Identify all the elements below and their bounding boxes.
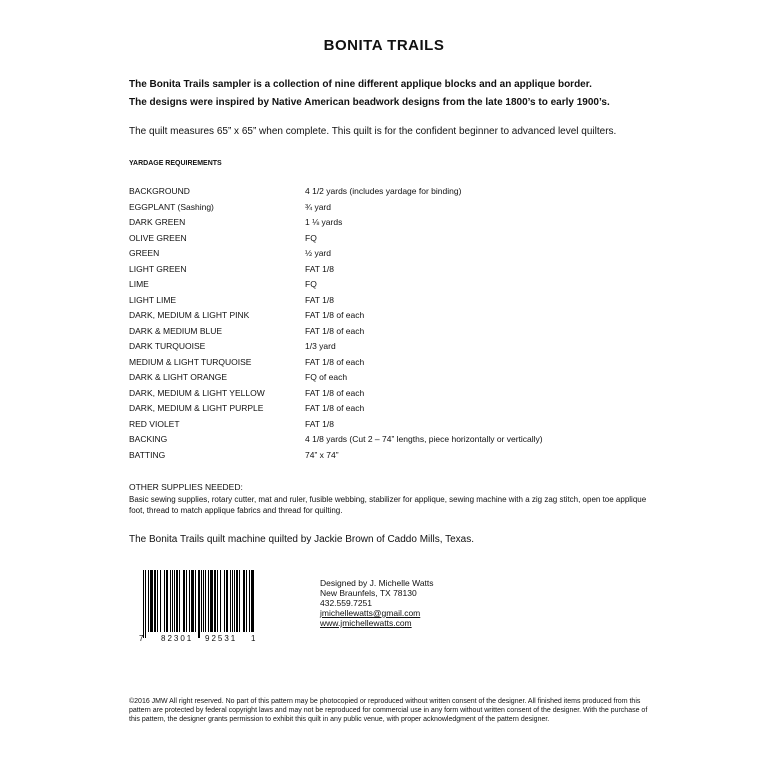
yardage-amount: FAT 1/8 of each [305, 387, 365, 398]
barcode-bar [157, 570, 158, 632]
yardage-fabric: DARK GREEN [129, 217, 186, 227]
barcode-bar [249, 570, 250, 632]
barcode-bar [251, 570, 254, 632]
yardage-fabric: DARK, MEDIUM & LIGHT PINK [129, 310, 250, 320]
yardage-amount: FQ [305, 232, 317, 243]
barcode-bar [174, 570, 175, 632]
yardage-fabric: LIGHT GREEN [129, 263, 187, 274]
yardage-fabric: EGGPLANT (Sashing) [129, 201, 214, 212]
supplies-text: Basic sewing supplies, rotary cutter, mat and ruler, fusible webbing, stabilizer for applique, sewing machine with a zig zag stitch, open toe applique foot, thread to match applique fabrics and thread for quilting. [129, 495, 647, 515]
yardage-amount: ½ yard [305, 248, 331, 258]
barcode-bar [143, 570, 144, 638]
barcode-bar [243, 570, 245, 632]
designer-email-link[interactable]: jmichellewatts@gmail.com [320, 608, 421, 618]
yardage-amount: 4 1/2 yards (includes yardage for binding) [305, 186, 462, 196]
designer-website-link[interactable]: www.jmichellewatts.com [320, 618, 412, 628]
designer-phone: 432.559.7251 [320, 598, 372, 608]
yardage-fabric: BACKING [129, 434, 168, 444]
barcode-bar [189, 570, 190, 632]
yardage-fabric: GREEN [129, 248, 160, 258]
barcode-bar [201, 570, 202, 632]
yardage-amount: 1/3 yard [305, 341, 336, 351]
yardage-fabric: LIME [129, 279, 149, 289]
yardage-amount: FQ of each [305, 372, 348, 382]
barcode-bar [217, 570, 218, 632]
yardage-amount: FAT 1/8 [305, 294, 334, 305]
barcode-bar [239, 570, 240, 632]
barcode-bar [208, 570, 209, 632]
barcode-bar [183, 570, 185, 632]
barcode [139, 570, 257, 645]
supplies-heading: OTHER SUPPLIES NEEDED: [129, 482, 243, 492]
barcode-bar [246, 570, 247, 632]
barcode-bar [150, 570, 153, 632]
page-title: BONITA TRAILS [323, 37, 445, 54]
yardage-amount: 4 1/8 yards (Cut 2 – 74” lengths, piece horizontally or vertically) [305, 434, 543, 444]
yardage-amount: 74” x 74” [305, 449, 339, 460]
yardage-fabric: OLIVE GREEN [129, 232, 187, 243]
yardage-amount: FAT 1/8 [305, 418, 334, 429]
quilt-measurement-text: The quilt measures 65” x 65” when complete. This quilt is for the confident beginner to advanced level quilters. [129, 126, 617, 137]
barcode-bar [220, 570, 221, 632]
barcode-right-group: 92531 [205, 634, 238, 643]
yardage-fabric: DARK, MEDIUM & LIGHT PURPLE [129, 403, 264, 413]
yardage-fabric: MEDIUM & LIGHT TURQUOISE [129, 356, 252, 367]
yardage-fabric: BACKGROUND [129, 186, 190, 196]
barcode-bar [205, 570, 206, 632]
intro-line-1: The Bonita Trails sampler is a collection of nine different applique blocks and an applique border. [129, 79, 592, 90]
designer-address: New Braunfels, TX 78130 [320, 588, 417, 598]
barcode-bar [164, 570, 165, 632]
yardage-amount: FAT 1/8 of each [305, 356, 365, 367]
barcode-bar [214, 570, 216, 632]
yardage-fabric: RED VIOLET [129, 418, 180, 429]
barcode-bar [210, 570, 213, 632]
barcode-bar [195, 570, 196, 632]
barcode-bar [198, 570, 200, 638]
designer-info [320, 578, 434, 628]
barcode-bar [191, 570, 194, 632]
yardage-amount: FAT 1/8 of each [305, 403, 365, 413]
barcode-bar [148, 570, 149, 632]
yardage-fabric: BATTING [129, 449, 166, 460]
barcode-bar [172, 570, 173, 632]
barcode-bar [166, 570, 168, 632]
barcode-bar [234, 570, 235, 632]
barcode-bar [179, 570, 180, 632]
barcode-left-group: 82301 [161, 634, 194, 643]
yardage-amount: FAT 1/8 of each [305, 325, 365, 336]
barcode-bar [224, 570, 225, 632]
designer-name: Designed by J. Michelle Watts [320, 578, 434, 588]
yardage-fabric: DARK TURQUOISE [129, 341, 206, 351]
barcode-bar [170, 570, 171, 632]
barcode-bar [226, 570, 228, 632]
barcode-bar [154, 570, 156, 632]
barcode-bar [145, 570, 146, 638]
yardage-fabric: DARK & LIGHT ORANGE [129, 372, 228, 382]
yardage-amount: FAT 1/8 [305, 263, 334, 274]
yardage-heading: YARDAGE REQUIREMENTS [129, 160, 222, 167]
yardage-fabric: LIGHT LIME [129, 294, 177, 305]
barcode-bar [232, 570, 233, 632]
barcode-first-digit: 7 [139, 634, 144, 643]
yardage-amount: FAT 1/8 of each [305, 310, 365, 320]
barcode-bar [186, 570, 187, 632]
yardage-fabric: DARK, MEDIUM & LIGHT YELLOW [129, 387, 265, 398]
barcode-bar [176, 570, 178, 632]
barcode-bar [230, 570, 231, 632]
intro-line-2: The designs were inspired by Native American beadwork designs from the late 1800’s to early 1900’s. [129, 97, 610, 108]
quilted-by-text: The Bonita Trails quilt machine quilted by Jackie Brown of Caddo Mills, Texas. [129, 534, 474, 545]
barcode-bar [203, 570, 204, 632]
yardage-amount: ¾ yard [305, 201, 331, 212]
barcode-bar [160, 570, 161, 632]
copyright-notice: ©2016 JMW All right reserved. No part of this pattern may be photocopied or reproduced without written consent of the designer. All finished items produced from this pattern are protected by federal copyright laws and may not be reproduced for commercial use in any form without written consent of the designer. With the purchase of this pattern, the designer grants permission to exhibit this quilt in any public venue, with proper acknowledgment of the pattern designer. [129, 698, 648, 723]
barcode-bars [139, 570, 257, 632]
intro-paragraph [129, 76, 689, 112]
barcode-last-digit: 1 [251, 634, 256, 643]
yardage-amount: 1 ⅛ yards [305, 217, 343, 227]
yardage-amount: FQ [305, 279, 317, 289]
yardage-fabric: DARK & MEDIUM BLUE [129, 325, 223, 336]
barcode-bar [236, 570, 238, 632]
